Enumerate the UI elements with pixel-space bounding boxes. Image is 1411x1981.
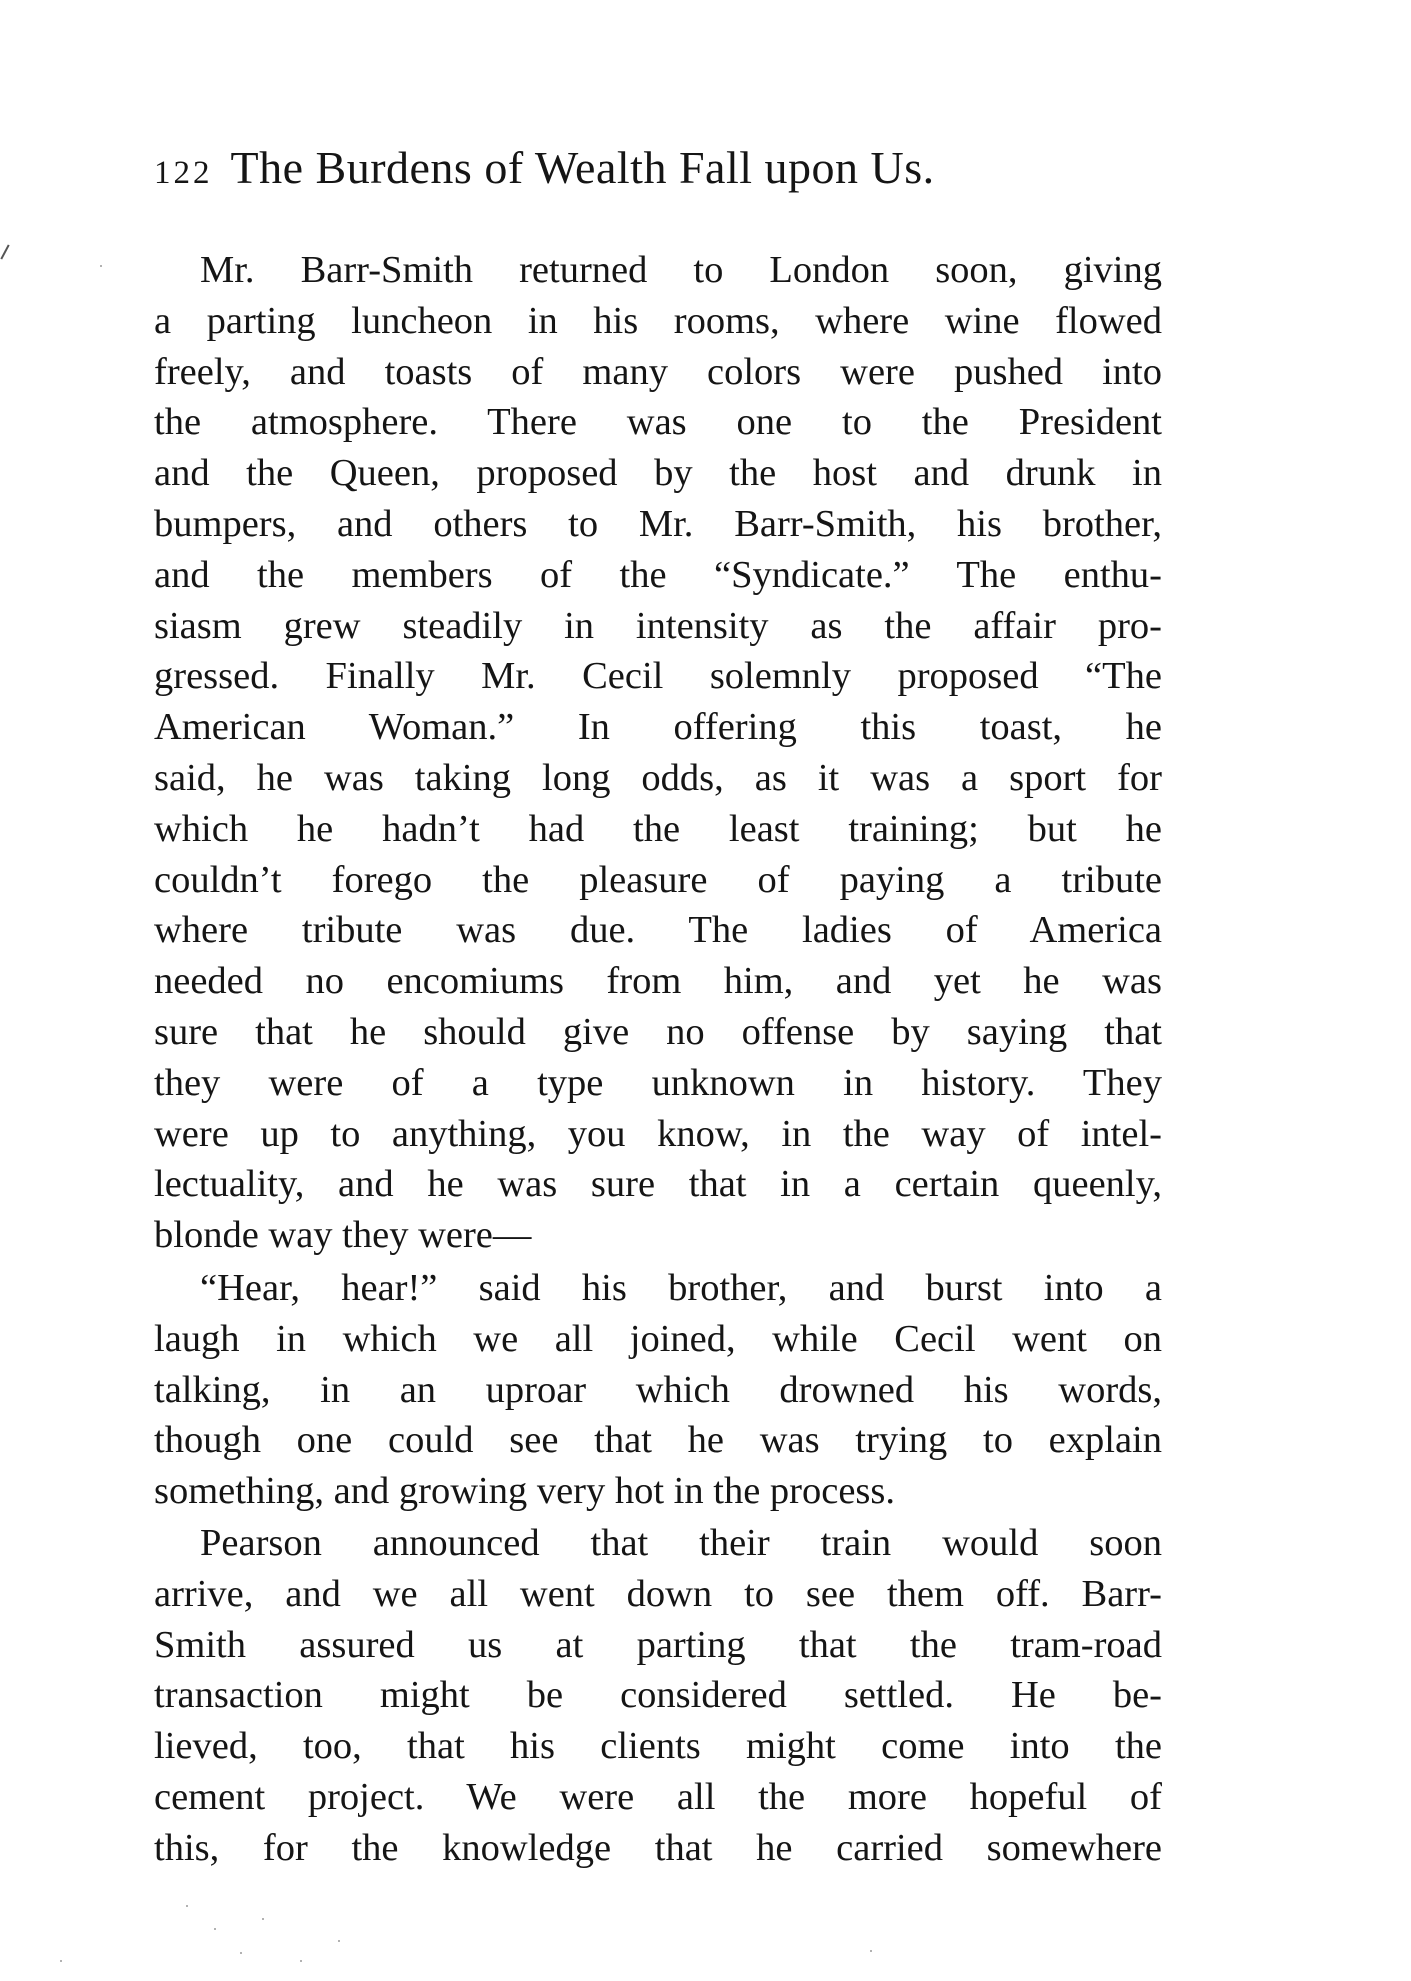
running-title: The Burdens of Wealth Fall upon Us. [230,142,935,193]
text-line: “Hear, hear!” said his brother, and burst into a [200,1267,1162,1309]
paragraph [154,245,1162,1261]
text-line: Smith assured us at parting that the tram-road [154,1623,1162,1666]
text-line: and the members of the “Syndicate.” The enthu- [154,553,1162,596]
scan-speck [870,1950,872,1952]
scan-speck [186,1905,188,1907]
page-number: 122 [154,155,213,191]
text-line: Pearson announced that their train would soon [200,1522,1162,1564]
text-line: needed no encomiums from him, and yet he was [154,960,1162,1003]
text-line: sure that he should give no offense by saying that [154,1010,1162,1053]
text-line: lectuality, and he was sure that in a certain queenly, [154,1163,1162,1206]
text-line: the atmosphere. There was one to the President [154,401,1162,444]
paragraph [154,1518,1162,1874]
text-line: laugh in which we all joined, while Cecil went on [154,1317,1162,1360]
text-line: blonde way they were— [154,1214,532,1257]
text-line: and the Queen, proposed by the host and drunk in [154,452,1162,495]
page-header [154,138,1184,198]
text-line: which he hadn’t had the least training; but he [154,807,1162,850]
paragraph [154,1263,1162,1517]
scan-speck [300,1960,302,1962]
scan-speck [262,1918,264,1920]
scan-speck [100,265,102,267]
text-line: cement project. We were all the more hopeful of [154,1775,1162,1818]
scan-speck [214,1928,216,1930]
text-line: a parting luncheon in his rooms, where wine flowed [154,299,1162,342]
text-line: gressed. Finally Mr. Cecil solemnly proposed “The [154,655,1162,698]
text-line: something, and growing very hot in the process. [154,1470,895,1513]
scan-speck [338,1940,340,1942]
text-line: couldn’t forego the pleasure of paying a tribute [154,858,1162,901]
text-line: this, for the knowledge that he carried somewhere [154,1826,1162,1869]
text-line: talking, in an uproar which drowned his words, [154,1368,1162,1411]
text-line: bumpers, and others to Mr. Barr-Smith, his brother, [154,502,1162,545]
text-line: though one could see that he was trying to explain [154,1419,1162,1462]
text-line: lieved, too, that his clients might come into the [154,1725,1162,1768]
scan-speck [240,1952,242,1954]
text-line: were up to anything, you know, in the way of intel- [154,1112,1162,1155]
margin-mark [0,244,9,259]
text-line: they were of a type unknown in history. They [154,1061,1162,1104]
text-line: American Woman.” In offering this toast, he [154,706,1162,749]
text-line: transaction might be considered settled. He be- [154,1674,1162,1717]
text-line: where tribute was due. The ladies of America [154,909,1162,952]
text-line: freely, and toasts of many colors were pushed into [154,350,1162,393]
text-line: Mr. Barr-Smith returned to London soon, giving [200,249,1162,291]
scan-speck [60,1960,62,1962]
text-line: said, he was taking long odds, as it was a sport for [154,756,1162,799]
text-line: siasm grew steadily in intensity as the affair pro- [154,604,1162,647]
text-line: arrive, and we all went down to see them off. Barr- [154,1572,1162,1615]
